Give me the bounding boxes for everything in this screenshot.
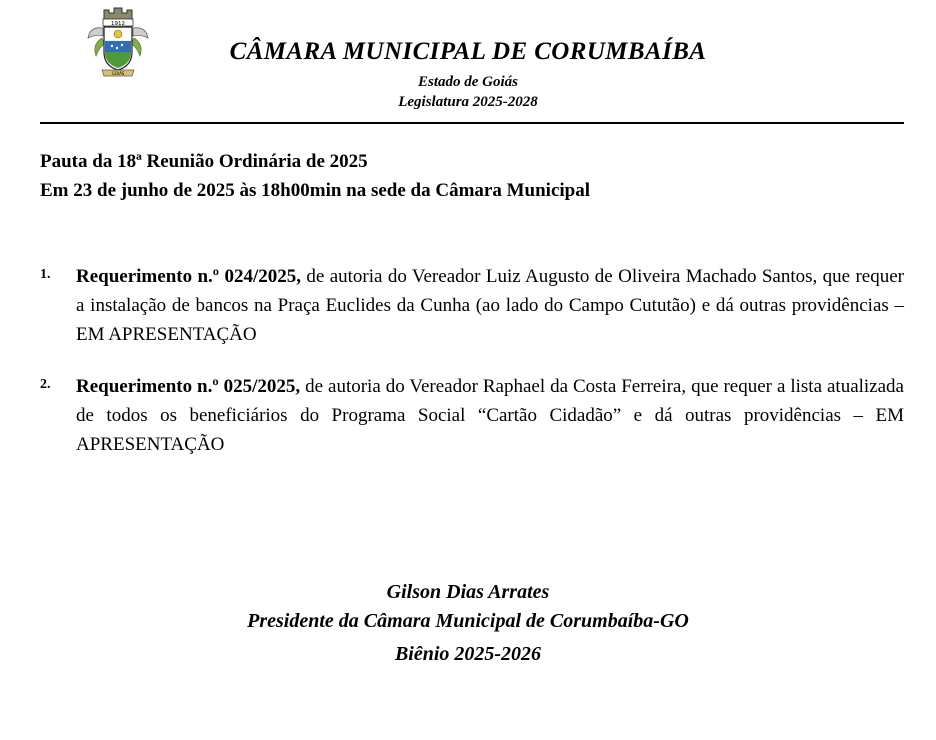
state-subtitle: Estado de Goiás <box>417 74 518 90</box>
signatory-term: Biênio 2025-2026 <box>394 643 542 665</box>
item-label: Requerimento n.º 025/2025, <box>76 376 301 397</box>
agenda-title: Pauta da 18ª Reunião Ordinária de 2025 <box>40 151 368 172</box>
item-label: Requerimento n.º 024/2025, <box>76 266 301 287</box>
crest-motto: GOIÁS <box>111 71 125 76</box>
item-body <box>76 262 904 349</box>
item-body <box>76 372 904 459</box>
item-number: 2. <box>40 377 51 392</box>
svg-text:1912: 1912 <box>111 21 125 27</box>
signatory-name: Gilson Dias Arrates <box>386 581 550 603</box>
chamber-title: CÂMARA MUNICIPAL DE CORUMBAÍBA <box>229 38 707 65</box>
item-number: 1. <box>40 267 51 282</box>
item-description: de autoria do Vereador Luiz Augusto de Oliveira Machado Santos, que requer a instalação de bancos na Praça Euclides da Cunha (ao lado do Campo Cututão) e dá outras providências – EM APRESENTAÇÃO <box>76 266 904 345</box>
legislature-subtitle: Legislatura 2025-2028 <box>398 94 538 110</box>
agenda-date-location: Em 23 de junho de 2025 às 18h00min na sede da Câmara Municipal <box>40 180 591 201</box>
header-divider <box>40 122 904 124</box>
item-description: de autoria do Vereador Raphael da Costa Ferreira, que requer a lista atualizada de todos os beneficiários do Programa Social “Cartão Cidadão” e dá outras providências – EM APRESENTAÇÃO <box>76 376 904 455</box>
signatory-role: Presidente da Câmara Municipal de Corumbaíba-GO <box>247 610 689 632</box>
